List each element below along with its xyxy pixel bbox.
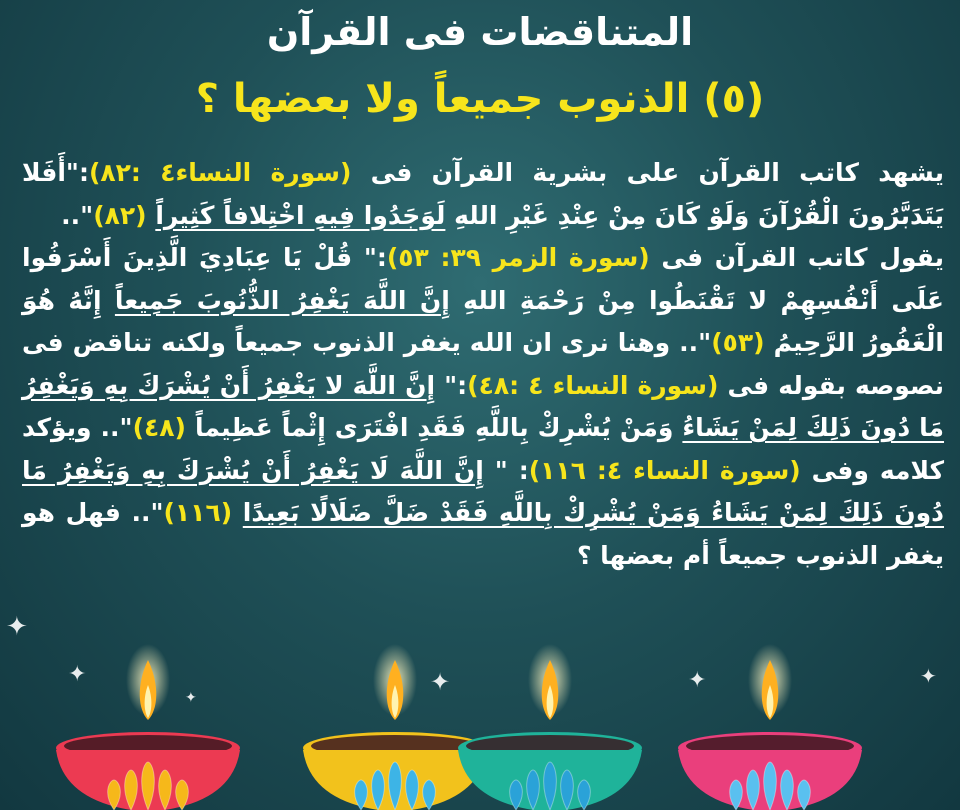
- p3-text: :": [435, 370, 468, 400]
- p4-text: : ": [483, 455, 529, 485]
- p2-text: يقول كاتب القرآن فى: [649, 243, 945, 272]
- verse-number: (١١٦): [163, 498, 233, 527]
- diya-lamp: [678, 644, 862, 810]
- verse-reference: (سورة النساء ٤ :٤٨): [467, 370, 719, 400]
- diya-lamp: [458, 644, 642, 810]
- p1-space: [147, 201, 156, 230]
- diya-lamp: [56, 644, 240, 810]
- p2-quote: :" قُلْ يَا عِبَادِيَ الَّذِينَ أَسْرَفُوا عَلَى أَنْفُسِهِمْ لا تَقْنَطُوا مِنْ رَحْمَةِ اللهِ: [22, 243, 944, 315]
- underlined-quote: إِنَّ اللَّهَ لَا يَغْفِرُ أَنْ يُشْرَكَ بِهِ وَيَغْفِرُ مَا دُونَ ذَلِكَ لِمَنْ يَشَاءُ وَمَنْ يُشْرِكْ بِاللَّهِ فَقَدْ ضَلَّ ضَلَالًا بَعِيدًا: [22, 455, 944, 527]
- article-body: [22, 152, 944, 577]
- diya-lamps-illustration: [0, 640, 960, 810]
- p4-end: ".. فهل هو يغفر الذنوب جميعاً أم بعضها ؟: [22, 498, 944, 570]
- p4-space: [232, 498, 243, 527]
- sparkle-icon: ✦: [6, 612, 28, 642]
- sparkle-icon: ✦: [920, 664, 937, 688]
- sparkle-icon: ✦: [68, 662, 87, 687]
- verse-reference: (سورة النساء ٤: ١١٦): [528, 455, 801, 485]
- sparkle-icon: ✦: [430, 668, 451, 696]
- p2-end: ".. وهنا نرى ان الله يغفر الذنوب جميعاً ولكنه تناقض فى نصوصه بقوله فى: [22, 328, 945, 400]
- p1-end: "..: [61, 200, 94, 230]
- verse-reference: (سورة النساء٤ :٨٢): [88, 158, 352, 187]
- sparkle-icon: ✦: [688, 668, 707, 693]
- underlined-quote: لَوَجَدُوا فِيهِ اخْتِلافاً كَثِيراً: [155, 200, 446, 230]
- verse-reference: (سورة الزمر ٣٩: ٥٣): [386, 243, 650, 272]
- p2-quote-end: إِنَّهُ هُوَ الْغَفُورُ الرَّحِيمُ: [22, 285, 944, 357]
- underlined-quote: إِنَّ اللَّهَ لا يَغْفِرُ أَنْ يُشْرَكَ بِهِ وَيَغْفِرُ مَا دُونَ ذَلِكَ لِمَنْ يَشَاءُ: [22, 370, 945, 442]
- verse-number: (٨٢): [93, 200, 147, 230]
- diya-lamp: [303, 644, 487, 810]
- verse-number: (٥٣): [711, 328, 765, 357]
- p3-quote: وَمَنْ يُشْرِكْ بِاللَّهِ فَقَدِ افْتَرَى إِثْماً عَظِيماً: [185, 413, 683, 442]
- sparkle-icon: ✦: [185, 690, 197, 706]
- page-subtitle: (٥) الذنوب جميعاً ولا بعضها ؟: [195, 76, 765, 122]
- p3-end: ".. ويؤكد كلامه وفى: [22, 413, 945, 485]
- page-title: المتناقضات فى القرآن: [266, 10, 694, 54]
- verse-number: (٤٨): [132, 413, 186, 442]
- underlined-quote: إِنَّ اللَّهَ يَغْفِرُ الذُّنُوبَ جَمِيعاً: [114, 285, 450, 315]
- p1-text: يشهد كاتب القرآن على بشرية القرآن فى: [351, 158, 944, 187]
- p1-quote: :"أَفَلا يَتَدَبَّرُونَ الْقُرْآنَ وَلَوْ كَانَ مِنْ عِنْدِ غَيْرِ اللهِ: [22, 158, 944, 230]
